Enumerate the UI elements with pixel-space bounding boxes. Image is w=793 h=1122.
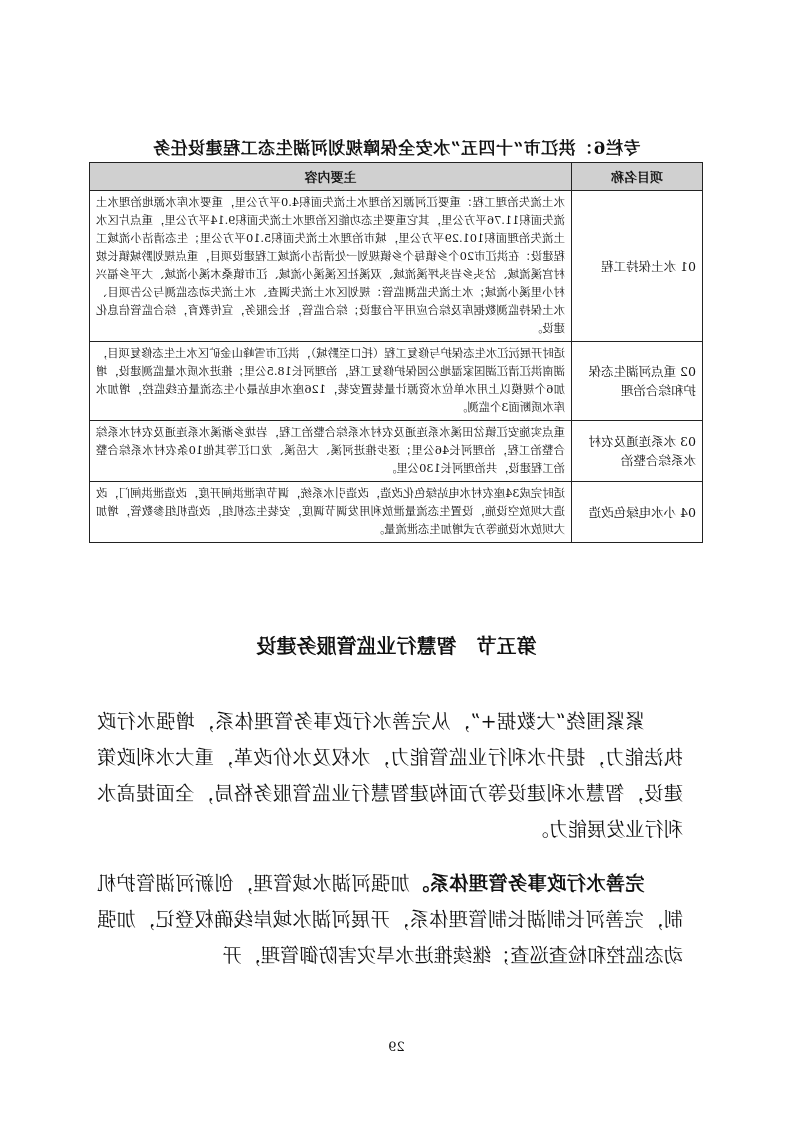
table-row bbox=[90, 342, 703, 421]
body-paragraph bbox=[97, 866, 683, 974]
paragraph-lead-bold: 完善水行政事务管理体系。 bbox=[409, 872, 645, 895]
table-row bbox=[90, 482, 703, 543]
body-paragraph: 紧紧围绕“大数据+”，从完善水行政事务管理体系，增强水行政执法能力，提升水利行业监管能力，水权及水价改革，重大水利政策建设，智慧水利建设等方面构建智慧行业监管服务格局，全面提高水利行业发展能力。 bbox=[97, 710, 683, 841]
header-main-content: 主要内容 bbox=[90, 163, 572, 191]
task-table bbox=[89, 162, 703, 543]
table-row bbox=[90, 421, 703, 482]
project-content-cell: 适时完成34座农村水电站绿色化改造，改造引水系统，调节库泄洪闸开度，改造泄洪闸门，改造大坝放空设施，设置生态流量泄放利用发调节调度，安装生态机组，改造机组参数管，增加大坝放水设施等方式增加生态泄流量。 bbox=[90, 482, 572, 543]
project-content-cell: 适时开展沅江水生态保护与修复工程（托口至黔城），洪江市雪峰山金矿区水土生态修复项目，湖南洪江清江湖国家湿地公园保护修复工程，治理河长18.5公里；推进水质水量监测建设，增加6个规模以上用水单位水资源计量装置安装，126座水电站最小生态流量在线监控，增加水库水质断面3个监测。 bbox=[90, 342, 572, 421]
project-name-cell: 02 重点河湖生态保护和综合治理 bbox=[572, 342, 703, 421]
paragraph-rest: 加强河湖水域管理，创新河湖管护机制，完善河长制湖长制管理体系，开展河湖水域岸线确权登记，加强动态监控和检查巡查；继续推进水旱灾害防御管理，开 bbox=[96, 872, 683, 967]
header-project-name: 项目名称 bbox=[572, 163, 703, 191]
box-title: 专栏6：洪江市“十四五”水安全保障规划河湖生态工程建设任务 bbox=[152, 139, 641, 159]
project-name-cell: 03 水系连通及农村水系综合整治 bbox=[572, 421, 703, 482]
table-header-row bbox=[90, 163, 703, 191]
project-content-cell: 水土流失治理工程：重要江河源区治理水土流失面积4.0平方公里，重要水库水源地治理水土流失面积11.76平方公里，其它重要生态功能区治理水土流失面积9.14平方公里，重点片区水土流失治理面积101.29平方公里，城市治理水土流失面积5.10平方公里；生态清洁小流域工程建设：在洪江市20个乡镇每个乡镇规划一处清洁小流域工程建设项目，重点规划黔城镇长坡村宫溪流域、岔头乡岩头坪溪流域、双溪社区溪溪小流域、江市镇桑木溪小流域、大平乡福兴村小里溪小流域；水土流失监测监管：规划区水土流失调查、水土流失动态监测与公告项目、水土保持监测数据库及综合应用平台建设；综合监管，社会服务，宣传教育，综合监管信息化建设。 bbox=[90, 191, 572, 342]
project-name-cell: 04 小水电绿色改造 bbox=[572, 482, 703, 543]
table-row bbox=[90, 191, 703, 342]
project-name-cell: 01 水土保持工程 bbox=[572, 191, 703, 342]
project-content-cell: 重点实施安江镇岔田溪水系连通及农村水系综合整治工程，岩垅乡渐溪水系连通及农村水系综合整治工程，治理河长46公里；逐步推进河溪、大岳溪、龙口江等其他10条农村水系综合整治工程建设，共治理河长130公里。 bbox=[90, 421, 572, 482]
page-number: 29 bbox=[388, 1040, 405, 1055]
section-heading: 第五节 智慧行业监管服务建设 bbox=[256, 634, 537, 658]
